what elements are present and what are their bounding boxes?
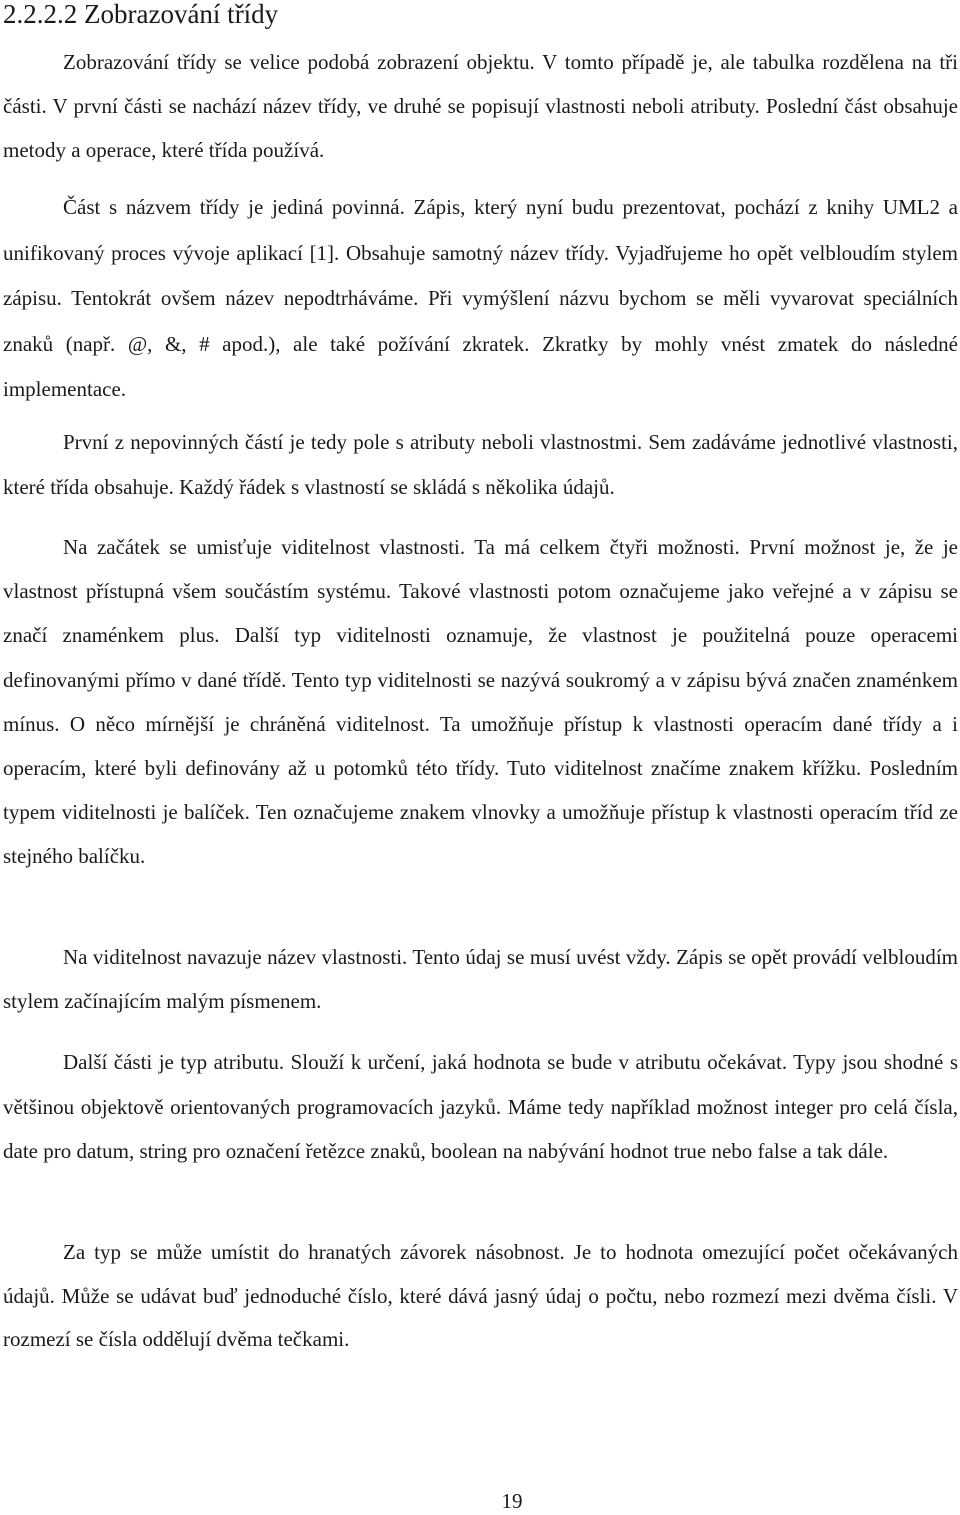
paragraph-class-display-intro: Zobrazování třídy se velice podobá zobrazení objektu. V tomto případě je, ale tabulka rozdělena na tři části. V první části se nachází název třídy, ve druhé se popisují vlastnosti neboli atributy. Poslední část obsahuje metody a operace, které třída používá. <box>3 50 958 162</box>
paragraph-attribute-name: Na viditelnost navazuje název vlastnosti. Tento údaj se musí uvést vždy. Zápis se opět provádí velbloudím stylem začínajícím malým písmenem. <box>3 945 958 1013</box>
paragraph-visibility: Na začátek se umisťuje viditelnost vlastnosti. Ta má celkem čtyři možnosti. První možnost je, že je vlastnost přístupná všem součástím systému. Takové vlastnosti potom označujeme jako veřejné a v zápisu se značí znaménkem plus. Další typ viditelnosti oznamuje, že vlastnost je použitelná pouze operacemi definovanými přímo v dané třídě. Tento typ viditelnosti se nazývá soukromý a v zápisu bývá značen znaménkem mínus. O něco mírnější je chráněná viditelnost. Ta umožňuje přístup k vlastnosti operacím dané třídy a i operacím, které byli definovány až u potomků této třídy. Tuto viditelnost značíme znakem křížku. Posledním typem viditelnosti je balíček. Ten označujeme znakem vlnovky a umožňuje přístup k vlastnosti operacím tříd ze stejného balíčku. <box>3 535 958 869</box>
page-number: 19 <box>501 1489 523 1513</box>
paragraph-multiplicity: Za typ se může umístit do hranatých závorek násobnost. Je to hodnota omezující počet očekávaných údajů. Může se udávat buď jednoduché číslo, které dává jasný údaj o počtu, nebo rozmezí mezi dvěma čísli. V rozmezí se čísla oddělují dvěma tečkami. <box>3 1240 958 1351</box>
paragraph-class-name-section: Část s názvem třídy je jediná povinná. Zápis, který nyní budu prezentovat, pochází z knihy UML2 a unifikovaný proces vývoje aplikací [1]. Obsahuje samotný název třídy. Vyjadřujeme ho opět velbloudím stylem zápisu. Tentokrát ovšem název nepodtrháváme. Při vymýšlení názvu bychom se měli vyvarovat speciálních znaků (např. @, &, # apod.), ale také požívání zkratek. Zkratky by mohly vnést zmatek do následné implementace. <box>3 195 958 401</box>
paragraph-attributes-section: První z nepovinných částí je tedy pole s atributy neboli vlastnostmi. Sem zadáváme jednotlivé vlastnosti, které třída obsahuje. Každý řádek s vlastností se skládá s několika údajů. <box>3 430 958 499</box>
section-heading: 2.2.2.2 Zobrazování třídy <box>3 0 279 29</box>
paragraph-attribute-type: Další části je typ atributu. Slouží k určení, jaká hodnota se bude v atributu očekávat. Typy jsou shodné s většinou objektově orientovaných programovacích jazyků. Máme tedy například možnost integer pro celá čísla, date pro datum, string pro označení řetězce znaků, boolean na nabývání hodnot true nebo false a tak dále. <box>3 1050 958 1164</box>
